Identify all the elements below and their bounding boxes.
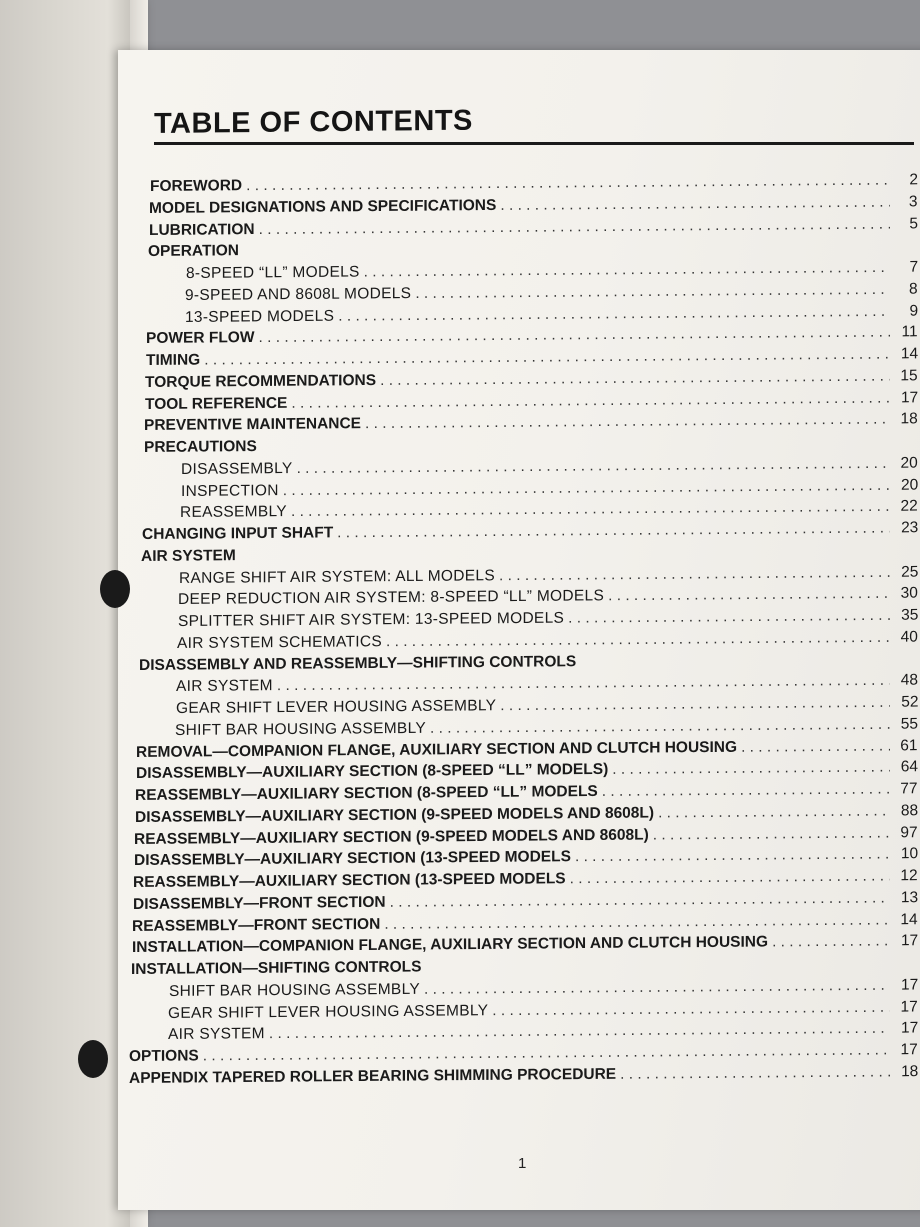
toc-entry-page: 3 [909, 193, 918, 211]
toc-entry-label: DISASSEMBLY AND REASSEMBLY—SHIFTING CONTROLS [138, 652, 576, 674]
toc-entry-label: DISASSEMBLY—FRONT SECTION [132, 893, 386, 913]
dot-leader [612, 759, 890, 779]
toc-entry-label: AIR SYSTEM [176, 677, 273, 696]
toc-entry-page: 17 [900, 1041, 918, 1059]
dot-leader [338, 302, 890, 325]
toc-page [118, 50, 920, 1210]
toc-entry-page: 20 [900, 454, 918, 472]
dot-leader [602, 781, 890, 802]
toc-entry-page: 64 [900, 758, 918, 776]
toc-entry-page: 8 [909, 280, 918, 298]
toc-entry-label: APPENDIX TAPERED ROLLER BEARING SHIMMING PROCEDURE [128, 1065, 616, 1087]
toc-entry-page: 9 [909, 302, 918, 320]
toc-entry-page: 14 [900, 345, 918, 363]
toc-entry-label: DISASSEMBLY [181, 459, 293, 478]
dot-leader [568, 607, 890, 628]
toc-entry-label: 9-SPEED AND 8608L MODELS [185, 284, 412, 304]
dot-leader [269, 1020, 890, 1043]
toc-entry-label: 8-SPEED “LL” MODELS [185, 263, 360, 283]
toc-entry-page: 52 [900, 693, 918, 711]
toc-entry-page: 13 [900, 889, 918, 907]
toc-entry-label: REASSEMBLY [180, 503, 288, 522]
toc-entry-page: 11 [901, 323, 918, 341]
toc-entry-label: SPLITTER SHIFT AIR SYSTEM: 13-SPEED MODELS [177, 609, 564, 631]
toc-entry-page: 17 [900, 388, 918, 406]
dot-leader [500, 694, 890, 715]
toc-entry-page: 14 [900, 910, 918, 928]
toc-entry-label: DEEP REDUCTION AIR SYSTEM: 8-SPEED “LL” MODELS [178, 587, 605, 609]
toc-entry-label: DISASSEMBLY—AUXILIARY SECTION (8-SPEED “LL” MODELS) [135, 761, 609, 783]
toc-entry-label: REASSEMBLY—AUXILIARY SECTION (9-SPEED MODELS AND 8608L) [134, 826, 650, 848]
dot-leader [493, 998, 890, 1019]
toc-entry-label: RANGE SHIFT AIR SYSTEM: ALL MODELS [178, 566, 495, 587]
dot-leader [386, 629, 890, 651]
toc-entry-label: GEAR SHIFT LEVER HOUSING ASSEMBLY [175, 697, 496, 718]
toc-entry-page: 2 [909, 171, 918, 189]
toc-entry-label: TOOL REFERENCE [144, 394, 288, 413]
toc-entry-label: INSTALLATION—SHIFTING CONTROLS [131, 958, 422, 979]
dot-leader [570, 868, 890, 889]
toc-entry-label: FOREWORD [150, 177, 243, 195]
dot-leader [380, 367, 890, 389]
dot-leader [653, 824, 890, 844]
dot-leader [620, 1063, 890, 1083]
toc-entry-label: REASSEMBLY—FRONT SECTION [132, 915, 381, 935]
dot-leader [658, 802, 890, 822]
dot-leader [608, 585, 890, 605]
dot-leader [203, 1042, 890, 1066]
dot-leader [385, 911, 890, 933]
dot-leader [575, 846, 890, 867]
dot-leader [282, 476, 890, 499]
toc-entry-label: CHANGING INPUT SHAFT [141, 524, 333, 544]
toc-entry-page: 17 [900, 998, 918, 1016]
dot-leader [501, 193, 890, 214]
dot-leader [416, 281, 890, 303]
toc-entry-label: SHIFT BAR HOUSING ASSEMBLY [168, 980, 420, 1000]
toc-entry-page: 22 [900, 497, 918, 516]
page-number: 1 [518, 1155, 527, 1172]
toc-entry-label: AIR SYSTEM [167, 1025, 265, 1044]
dot-leader [259, 215, 890, 239]
toc-entry-label: SHIFT BAR HOUSING ASSEMBLY [175, 719, 426, 739]
toc-entry-label: REMOVAL—COMPANION FLANGE, AUXILIARY SECTION AND CLUTCH HOUSING [136, 738, 738, 761]
toc-entry-label: OPERATION [148, 242, 240, 261]
dot-leader [204, 346, 890, 370]
toc-entry-page: 15 [900, 367, 918, 385]
toc-entry-label: PREVENTIVE MAINTENANCE [144, 415, 362, 435]
toc-entry-label: AIR SYSTEM [141, 547, 236, 565]
toc-entry-label: OPTIONS [129, 1047, 199, 1066]
toc-entry-label: POWER FLOW [146, 329, 255, 348]
toc-entry-page: 88 [900, 802, 918, 820]
toc-entry-page: 30 [900, 584, 918, 603]
dot-leader [277, 672, 890, 695]
toc-entry-page: 12 [900, 867, 918, 885]
toc-entry-page: 10 [900, 845, 918, 863]
toc-entry-page: 18 [900, 410, 918, 428]
toc-entry-label: TIMING [145, 351, 201, 370]
binder-hole [78, 1040, 108, 1078]
dot-leader [364, 259, 890, 282]
toc-entry-page: 55 [900, 715, 918, 733]
toc-entry-page: 40 [900, 628, 918, 646]
toc-list [118, 50, 920, 1210]
toc-entry-label: REASSEMBLY—AUXILIARY SECTION (8-SPEED “LL” MODELS [135, 783, 599, 805]
dot-leader [291, 498, 890, 521]
toc-entry-page: 18 [900, 1063, 918, 1081]
dot-leader [259, 324, 890, 348]
toc-entry-page: 20 [900, 476, 918, 494]
dot-leader [291, 389, 890, 412]
toc-entry-page: 23 [900, 519, 918, 537]
dot-leader [430, 716, 890, 738]
toc-entry [129, 1063, 918, 1090]
dot-leader [424, 977, 890, 999]
toc-entry-page: 48 [900, 671, 918, 690]
toc-entry-label: 13-SPEED MODELS [184, 307, 335, 326]
toc-entry-page: 7 [909, 258, 918, 276]
dot-leader [499, 563, 890, 584]
toc-entry-label: LUBRICATION [148, 220, 255, 239]
dot-leader [297, 455, 890, 478]
dot-leader [742, 737, 890, 756]
toc-entry-page: 17 [900, 932, 918, 950]
toc-entry-label: DISASSEMBLY—AUXILIARY SECTION (13-SPEED MODELS [133, 848, 571, 870]
toc-entry-label: INSTALLATION—COMPANION FLANGE, AUXILIARY SECTION AND CLUTCH HOUSING [131, 933, 768, 957]
toc-entry-page: 5 [909, 214, 918, 232]
toc-entry-page: 25 [900, 563, 918, 581]
toc-entry-page: 35 [900, 606, 918, 624]
dot-leader [246, 172, 890, 196]
page-title: TABLE OF CONTENTS [154, 104, 473, 140]
toc-entry-label: PRECAUTIONS [143, 438, 257, 457]
toc-entry-label: GEAR SHIFT LEVER HOUSING ASSEMBLY [168, 1001, 489, 1022]
toc-entry-label: AIR SYSTEM SCHEMATICS [177, 633, 383, 652]
dot-leader [389, 889, 890, 911]
toc-entry-page: 17 [900, 1019, 918, 1038]
toc-entry-page: 77 [900, 780, 918, 798]
toc-entry-page: 17 [900, 976, 918, 994]
toc-entry-page: 97 [900, 823, 918, 841]
toc-entry-label: MODEL DESIGNATIONS AND SPECIFICATIONS [149, 196, 497, 217]
dot-leader [337, 520, 890, 543]
toc-entry-label: DISASSEMBLY—AUXILIARY SECTION (9-SPEED MODELS AND 8608L) [134, 804, 654, 826]
dot-leader [772, 933, 890, 952]
toc-entry-label: INSPECTION [180, 481, 279, 500]
toc-entry-page: 61 [900, 736, 918, 754]
toc-entry-label: REASSEMBLY—AUXILIARY SECTION (13-SPEED MODELS [133, 870, 566, 892]
toc-entry-label: TORQUE RECOMMENDATIONS [145, 371, 377, 391]
dot-leader [365, 411, 890, 434]
